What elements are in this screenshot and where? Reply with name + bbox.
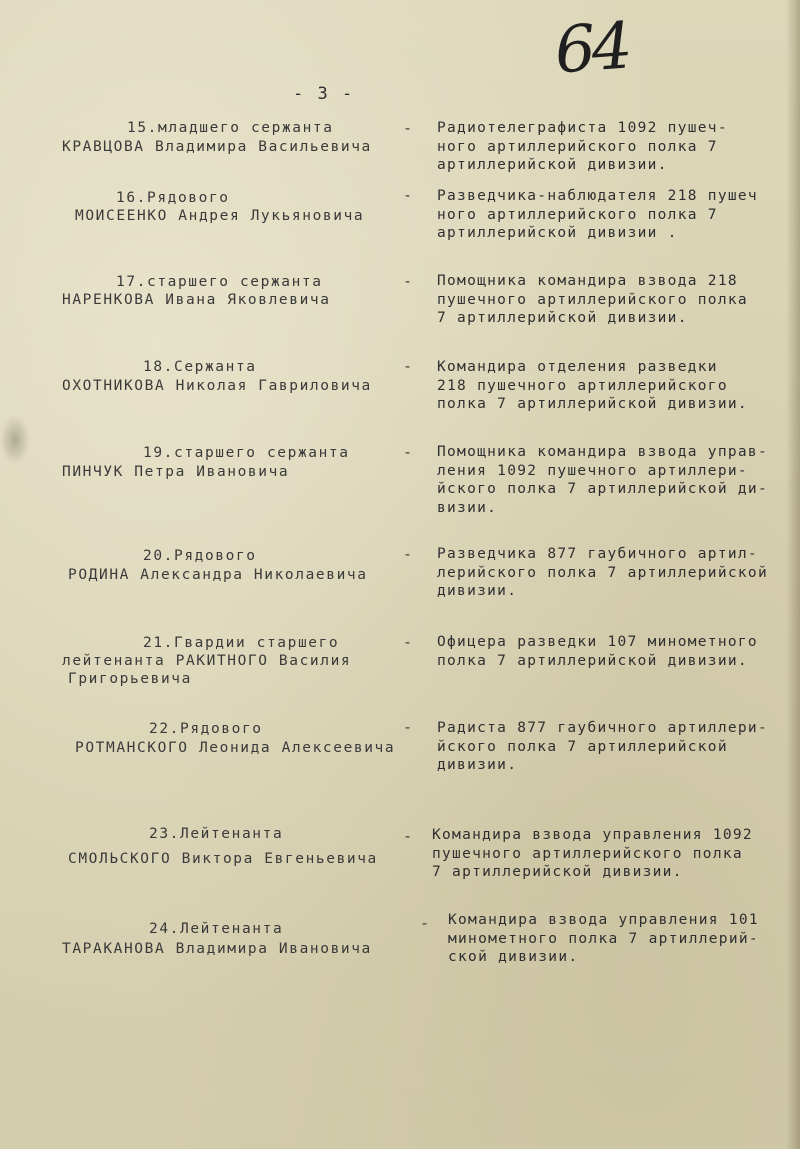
entry-position — [437, 545, 768, 601]
page-number: - 3 - — [293, 84, 355, 104]
entry-name-line: МОИСЕЕНКО Андрея Лукьяновича — [75, 208, 365, 224]
entry-position-line: Командира отделения разведки — [437, 359, 718, 375]
separator-dash: - — [403, 718, 413, 736]
handwritten-folio-number: 64 — [552, 9, 631, 89]
entry-position-line: полка 7 артиллерийской дивизии. — [437, 396, 748, 412]
entry-position-line: ного артиллерийского полка 7 — [437, 138, 718, 155]
entry-position-line: йского полка 7 артиллерийской ди- — [437, 481, 768, 497]
entry-position — [437, 187, 758, 243]
entry-position — [437, 719, 768, 775]
entry-rank-line: 16.Рядового — [116, 190, 230, 206]
entry-position — [432, 826, 753, 882]
entry-name-line: КРАВЦОВА Владимира Васильевича — [62, 139, 372, 155]
entry-name-line: лейтенанта РАКИТНОГО Василия — [62, 653, 352, 669]
separator-dash: - — [403, 357, 413, 375]
entry-position-line: полка 7 артиллерийской дивизии. — [437, 652, 748, 669]
entry-position-line: пушечного артиллерийского полка — [437, 291, 748, 308]
entry-rank-line: 18.Сержанта — [143, 359, 257, 375]
entry-position-line: Командира взвода управления 1092 — [432, 827, 753, 843]
entry-rank-line: 24.Лейтенанта — [149, 921, 284, 937]
entry-name-line: СМОЛЬСКОГО Виктора Евгеньевича — [68, 851, 378, 867]
entry-rank-line: 20.Рядового — [143, 548, 257, 564]
entry-rank-line: 17.старшего сержанта — [116, 274, 323, 290]
entry-position — [437, 119, 728, 175]
entry-position — [437, 633, 758, 670]
entry-position-line: пушечного артиллерийского полка — [432, 845, 743, 862]
separator-dash: - — [403, 633, 413, 651]
entry-position-line: ного артиллерийского полка 7 — [437, 206, 718, 223]
separator-dash: - — [403, 827, 413, 845]
entry-position — [448, 911, 759, 967]
entry-position-line: дивизии. — [437, 757, 518, 773]
entry-position-line: ской дивизии. — [448, 949, 579, 965]
entry-position-line: йского полка 7 артиллерийской — [437, 738, 728, 755]
entry-position-line: минометного полка 7 артиллерий- — [448, 930, 759, 947]
separator-dash: - — [403, 272, 413, 290]
entry-position-line: Радиотелеграфиста 1092 пушеч- — [437, 120, 728, 136]
entry-position-line: артиллерийской дивизии. — [437, 157, 668, 173]
entry-rank-line: 21.Гвардии старшего — [143, 635, 340, 651]
separator-dash: - — [403, 443, 413, 461]
entry-name-line: РОТМАНСКОГО Леонида Алексеевича — [75, 740, 396, 756]
entry-position-line: визии. — [437, 499, 498, 516]
separator-dash: - — [420, 914, 430, 932]
entry-name-line: НАРЕНКОВА Ивана Яковлевича — [62, 292, 331, 308]
entry-position — [437, 272, 748, 328]
paper-smudge — [0, 415, 30, 465]
entry-position-line: Разведчика-наблюдателя 218 пушеч — [437, 188, 758, 204]
entry-position — [437, 358, 748, 414]
entry-position-line: ления 1092 пушечного артиллери- — [437, 462, 748, 479]
entry-rank-line: 23.Лейтенанта — [149, 826, 284, 842]
entry-position-line: 218 пушечного артиллерийского — [437, 377, 728, 394]
separator-dash: - — [403, 119, 413, 137]
entry-position — [437, 443, 768, 517]
separator-dash: - — [403, 545, 413, 563]
entry-rank-line: 22.Рядового — [149, 721, 263, 737]
entry-position-line: 7 артиллерийской дивизии. — [437, 310, 688, 326]
entry-position-line: артиллерийской дивизии . — [437, 225, 678, 241]
entry-position-line: Командира взвода управления 101 — [448, 912, 759, 928]
entry-position-line: Разведчика 877 гаубичного артил- — [437, 546, 758, 562]
entry-name-line: ОХОТНИКОВА Николая Гавриловича — [62, 378, 372, 394]
entry-position-line: Офицера разведки 107 минометного — [437, 634, 758, 650]
page-edge-shadow — [786, 0, 800, 1149]
entry-position-line: 7 артиллерийской дивизии. — [432, 864, 683, 880]
entry-position-line: Радиста 877 гаубичного артиллери- — [437, 720, 768, 736]
entry-position-line: Помощника командира взвода 218 — [437, 273, 738, 289]
entry-position-line: Помощника командира взвода управ- — [437, 444, 768, 460]
entry-position-line: лерийского полка 7 артиллерийской — [437, 564, 768, 581]
entry-name-line: РОДИНА Александра Николаевича — [68, 567, 368, 583]
entry-rank-line: 19.старшего сержанта — [143, 445, 350, 461]
entry-rank-line: 15.младшего сержанта — [127, 120, 334, 136]
entry-name-line: ПИНЧУК Петра Ивановича — [62, 464, 290, 480]
entry-position-line: дивизии. — [437, 583, 518, 599]
entry-name-line: ТАРАКАНОВА Владимира Ивановича — [62, 941, 372, 957]
separator-dash: - — [403, 186, 413, 204]
entry-name-line: Григорьевича — [68, 671, 192, 687]
